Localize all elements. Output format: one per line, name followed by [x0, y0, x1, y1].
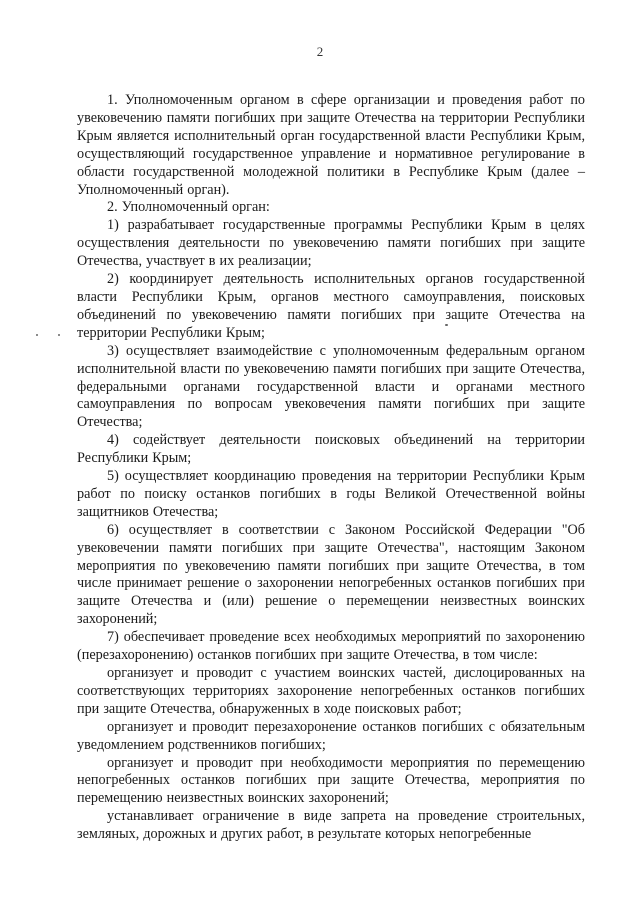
paragraph-2-item-5: 5) осуществляет координацию проведения на территории Республики Крым работ по поиску останков погибших в годы Великой Отечественной войны защитников Отечества; [77, 468, 585, 520]
paragraph-2-item-4: 4) содействует деятельности поисковых объединений на территории Республики Крым; [77, 432, 585, 467]
sub-item-1: организует и проводит с участием воинских частей, дислоцированных на соответствующих территориях захоронение непогребенных останков погибших при защите Отечества, обнаруженных в ходе поисковых работ; [77, 665, 585, 717]
paragraph-2-item-3: 3) осуществляет взаимодействие с уполномоченным федеральным органом исполнительной власти по увековечению памяти погибших при защите Отечества, федеральными органами государственной власти и органами местного самоуправления по вопросам увековечения памяти погибших при защите Отечества; [77, 342, 585, 431]
scan-artifact [58, 334, 60, 336]
sub-item-3: организует и проводит при необходимости мероприятия по перемещению непогребенных останков погибших при защите Отечества, мероприятия по перемещению неизвестных воинских захоронений; [77, 754, 585, 807]
paragraph-2-item-2: 2) координирует деятельность исполнительных органов государственной власти Республики Крым, органов местного самоуправления, поисковых объединений по увековечению памяти погибших при защите Отечества на территории Республики Крым; [77, 271, 585, 341]
paragraph-2-item-6: 6) осуществляет в соответствии с Законом Российской Федерации "Об увековечении памяти погибших при защите Отечества", настоящим Законом мероприятия по увековечению памяти погибших при защите Отечества, в том числе принимает решение о захоронении непогребенных останков погибших при защите Отечества и (или) решение о перемещении неизвестных воинских захоронений; [77, 521, 585, 628]
document-body [77, 92, 585, 844]
paragraph-2: 2. Уполномоченный орган: [107, 199, 270, 216]
paragraph-1: 1. Уполномоченным органом в сфере организации и проведения работ по увековечению памяти погибших при защите Отечества на территории Республики Крым является исполнительный орган государственной власти Республики Крым, осуществляющий государственное управление и нормативное регулирование в области государственной молодежной политики в Республике Крым (далее – Уполномоченный орган). [77, 92, 585, 198]
scan-artifact [445, 324, 448, 326]
sub-item-4: устанавливает ограничение в виде запрета на проведение строительных, земляных, дорожных и других работ, в результате которых непогребенные [77, 808, 585, 843]
sub-item-2: организует и проводит перезахоронение останков погибших с обязательным уведомлением родственников погибших; [77, 718, 585, 753]
paragraph-2-item-7: 7) обеспечивает проведение всех необходимых мероприятий по захоронению (перезахоронению) останков погибших при защите Отечества, в том числе: [77, 629, 585, 664]
page-number: 2 [316, 44, 324, 59]
scan-artifact [36, 334, 38, 336]
paragraph-2-item-1: 1) разрабатывает государственные программы Республики Крым в целях осуществления деятельности по увековечению памяти погибших при защите Отечества, участвует в их реализации; [77, 217, 585, 270]
